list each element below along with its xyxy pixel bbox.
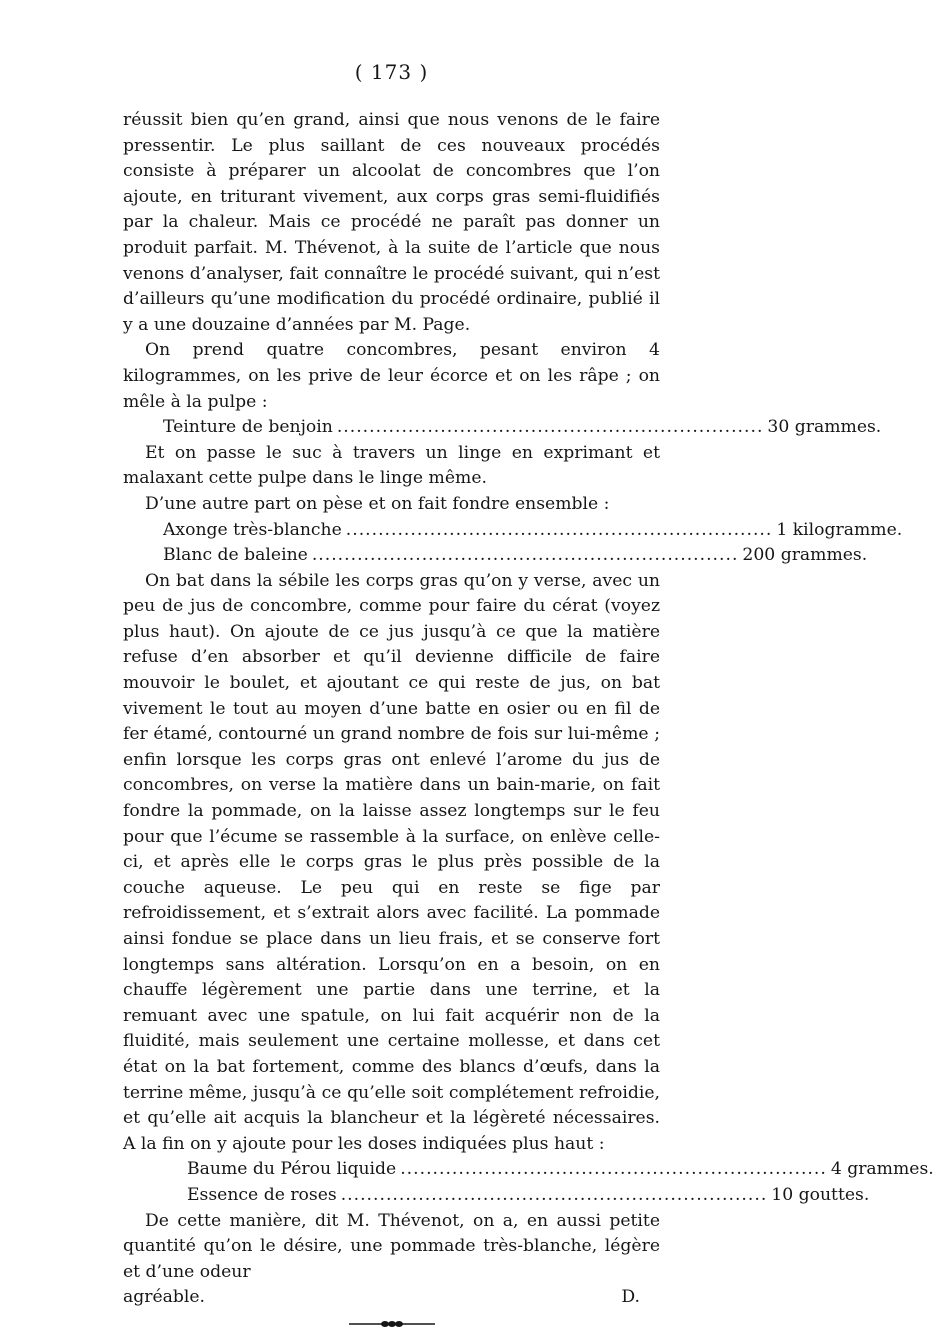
- ingredient-name: Essence de roses: [187, 1184, 337, 1205]
- ingredient-name: Axonge très-blanche: [163, 519, 342, 540]
- ingredient-name: Blanc de baleine: [163, 545, 308, 566]
- end-ornament: [347, 1319, 437, 1329]
- paragraph-3: Et on passe le suc à travers un linge en exprimant et malaxant cette pulpe dans le linge même.: [123, 442, 660, 489]
- ingredient-quantity: 200 grammes.: [742, 545, 868, 566]
- signature: D.: [621, 1287, 640, 1308]
- ingredient-name: Teinture de benjoin: [163, 417, 333, 438]
- paragraph-6: De cette manière, dit M. Thévenot, on a, en aussi petite quantité qu’on le désire, une pommade très-blanche, légère et d’une odeur: [123, 1210, 660, 1282]
- closing-line: [123, 1285, 660, 1311]
- paragraph-4: D’une autre part on pèse et on fait fondre ensemble :: [145, 493, 610, 514]
- leader-dots: ..................................................................: [340, 1184, 768, 1205]
- leader-dots: ..................................................................: [311, 545, 739, 566]
- recipe-line-baume-du-perou: [123, 1157, 934, 1183]
- recipe-line-axonge: [123, 518, 903, 544]
- leader-dots: ..................................................................: [336, 417, 764, 438]
- recipe-line-blanc-de-baleine: [123, 543, 868, 569]
- recipe-line-benjoin: [123, 415, 882, 441]
- ingredient-quantity: 4 grammes.: [830, 1159, 934, 1180]
- ingredient-quantity: 30 grammes.: [767, 417, 882, 438]
- leader-dots: ..................................................................: [400, 1159, 827, 1180]
- paragraph-5: On bat dans la sébile les corps gras qu’on y verse, avec un peu de jus de concombre, comme pour faire du cérat (voyez plus haut). On ajoute de ce jus jusqu’à ce que la matière refuse d’en absorber et qu’il devienne difficile de faire mouvoir le boulet, et ajoutant ce qui reste de jus, on bat vivement le tout au moyen d’une batte en osier ou en fil de fer étamé, contourné un grand nombre de fois sur lui-même ; enfin lorsque les corps gras ont enlevé l’arome du jus de concombres, on verse la matière dans un bain-marie, on fait fondre la pommade, on la laisse assez longtemps sur le feu pour que l’écume se rassemble à la surface, on enlève celle-ci, et après elle le corps gras le plus près possible de la couche aqueuse. Le peu qui en reste se fige par refroidissement, et s’extrait alors avec facilité. La pommade ainsi fondue se place dans un lieu frais, et se conserve fort longtemps sans altération. Lorsqu’on en a besoin, on en chauffe légèrement une partie dans une terrine, et la remuant avec une spatule, on lui fait acquérir non de la fluidité, mais seulement une certaine mollesse, et dans cet état on la bat fortement, comme des blancs d’œufs, dans la terrine même, jusqu’à ce qu’elle soit complétement refroidie, et qu’elle ait acquis la blancheur et la légèreté nécessaires. A la fin on y ajoute pour les doses indiquées plus haut :: [123, 570, 660, 1154]
- paragraph-6-last-word: agréable.: [123, 1287, 206, 1308]
- recipe-line-essence-de-roses: [123, 1183, 870, 1209]
- paragraph-2: On prend quatre concombres, pesant environ 4 kilogrammes, on les prive de leur écorce et on les râpe ; on mêle à la pulpe :: [123, 340, 660, 412]
- ingredient-quantity: 1 kilogramme.: [776, 519, 903, 540]
- page-number: ( 173 ): [354, 60, 429, 84]
- ingredient-name: Baume du Pérou liquide: [187, 1159, 397, 1180]
- leader-dots: ..................................................................: [345, 519, 773, 540]
- ingredient-quantity: 10 gouttes.: [771, 1184, 870, 1205]
- paragraph-1: réussit bien qu’en grand, ainsi que nous venons de le faire pressentir. Le plus saillant de ces nouveaux procédés consiste à préparer un alcoolat de concombres que l’on ajoute, en triturant vivement, aux corps gras semi-fluidifiés par la chaleur. Mais ce procédé ne paraît pas donner un produit parfait. M. Thévenot, à la suite de l’article que nous venons d’analyser, fait connaître le procédé suivant, qui n’est d’ailleurs qu’une modification du procédé ordinaire, publié il y a une douzaine d’années par M. Page.: [123, 110, 660, 335]
